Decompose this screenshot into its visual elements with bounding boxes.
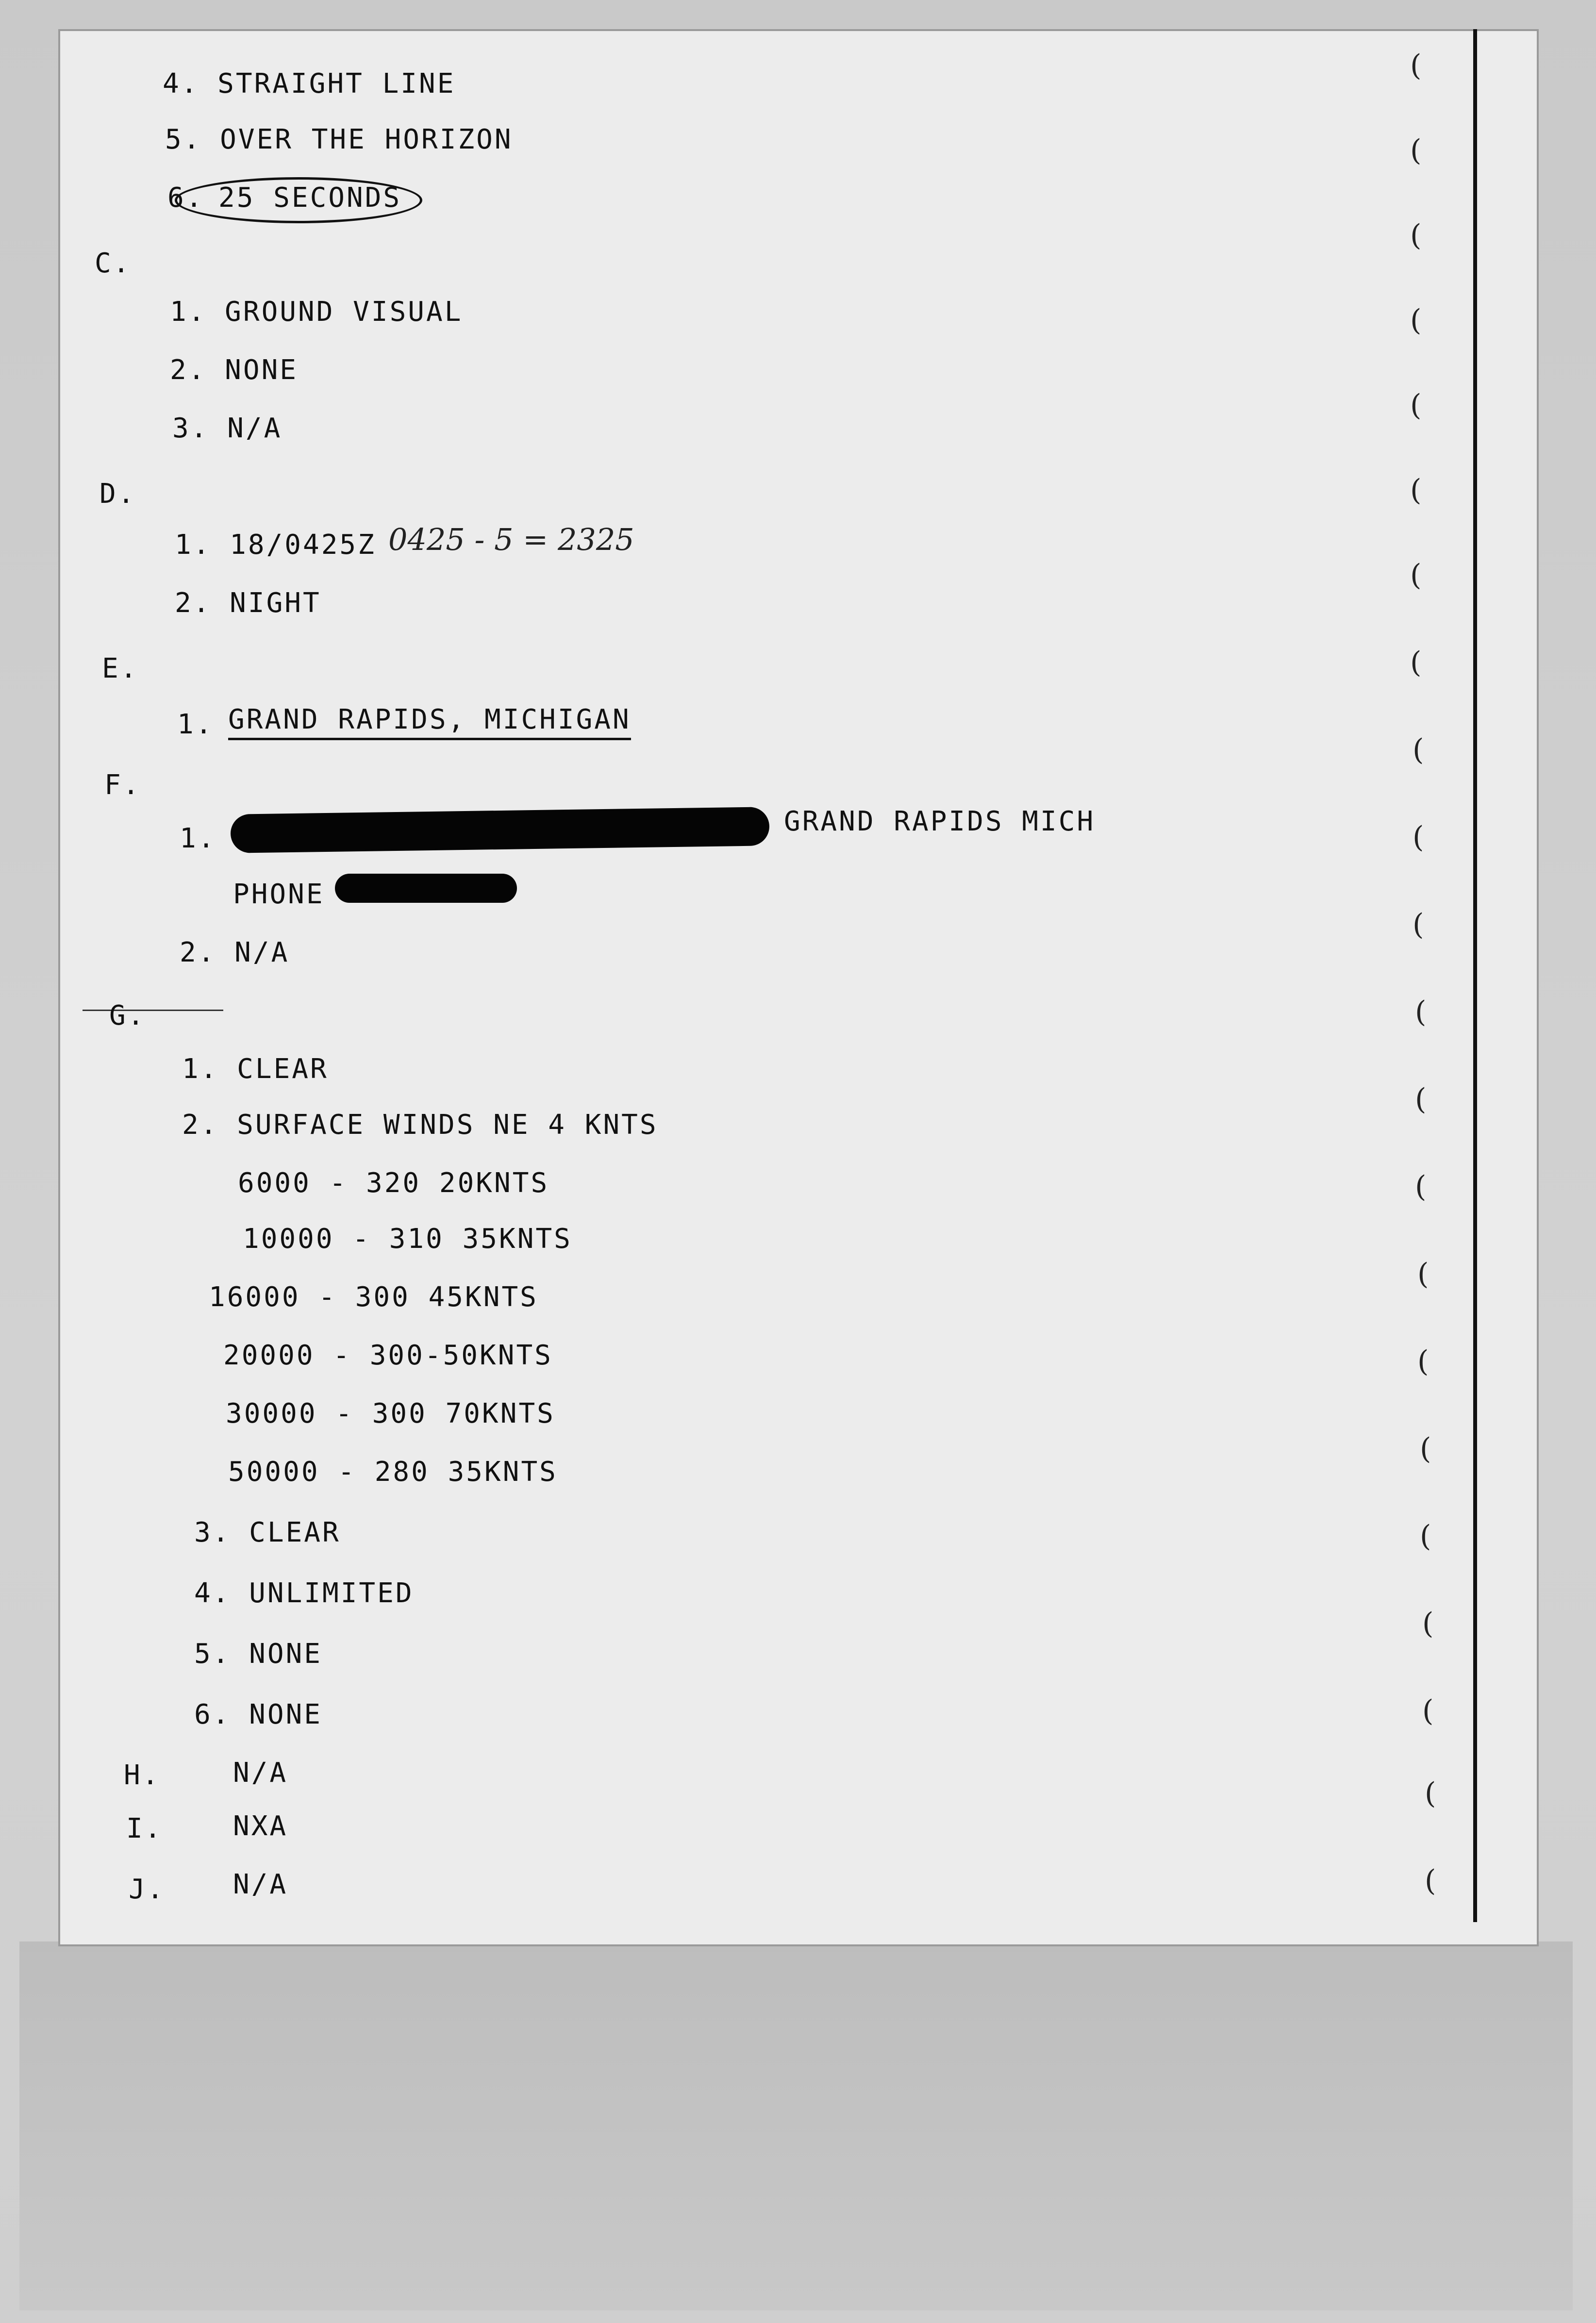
feed-hole-icon: ( [1410, 303, 1422, 337]
item-g4: 4. UNLIMITED [194, 1577, 414, 1609]
redaction-name [230, 807, 769, 853]
feed-hole-icon: ( [1410, 646, 1422, 680]
section-i-heading: I. [126, 1813, 163, 1844]
wind-row-50000: 50000 - 280 35KNTS [228, 1456, 558, 1488]
feed-hole-icon: ( [1425, 1864, 1436, 1898]
feed-hole-icon: ( [1415, 995, 1427, 1029]
lower-background [19, 1941, 1573, 2310]
item-e1-location: GRAND RAPIDS, MICHIGAN [228, 704, 631, 735]
section-j-value: N/A [233, 1869, 288, 1900]
stray-rule [83, 1010, 223, 1011]
item-b5: 5. OVER THE HORIZON [165, 124, 513, 155]
handwritten-circle [175, 177, 422, 223]
feed-hole-icon: ( [1413, 820, 1424, 854]
item-g3: 3. CLEAR [194, 1517, 341, 1548]
feed-hole-icon: ( [1410, 473, 1422, 507]
item-g5: 5. NONE [194, 1638, 323, 1670]
item-b6-text: 25 SECONDS [218, 182, 402, 214]
wind-row-30000: 30000 - 300 70KNTS [226, 1398, 555, 1429]
feed-hole-icon: ( [1410, 218, 1422, 252]
item-g6: 6. NONE [194, 1699, 323, 1730]
item-b6-number: 6. [167, 182, 204, 214]
feed-hole-icon: ( [1413, 733, 1424, 767]
feed-hole-icon: ( [1420, 1432, 1431, 1466]
item-f1-phone-label: PHONE [233, 879, 325, 910]
section-f-heading: F. [104, 769, 141, 801]
item-g1: 1. CLEAR [182, 1053, 329, 1085]
item-c2: 2. NONE [170, 354, 299, 386]
section-d-heading: D. [100, 478, 136, 510]
feed-hole-icon: ( [1410, 133, 1422, 167]
wind-row-10000: 10000 - 310 35KNTS [243, 1223, 572, 1255]
feed-hole-icon: ( [1417, 1257, 1429, 1291]
feed-hole-icon: ( [1425, 1776, 1436, 1810]
feed-hole-icon: ( [1410, 388, 1422, 422]
wind-row-20000: 20000 - 300-50KNTS [223, 1340, 553, 1371]
item-c3: 3. N/A [172, 413, 283, 444]
section-g-heading: G. [109, 1000, 146, 1031]
wind-row-6000: 6000 - 320 20KNTS [238, 1167, 549, 1199]
feed-hole-icon: ( [1420, 1519, 1431, 1553]
item-b4: 4. STRAIGHT LINE [163, 68, 456, 100]
feed-hole-icon: ( [1410, 49, 1422, 83]
item-c1: 1. GROUND VISUAL [170, 296, 463, 328]
feed-hole-icon: ( [1415, 1082, 1427, 1116]
item-f1-number: 1. [180, 823, 216, 854]
feed-hole-icon: ( [1413, 908, 1424, 942]
section-c-heading: C. [95, 248, 132, 279]
feed-hole-icon: ( [1422, 1694, 1434, 1728]
handwritten-underline [228, 738, 631, 740]
handwritten-time-note: 0425 - 5 = 2325 [388, 522, 634, 557]
redaction-phone [335, 874, 517, 903]
item-f2: 2. N/A [180, 937, 290, 968]
section-j-heading: J. [129, 1874, 166, 1905]
section-h-heading: H. [124, 1759, 161, 1791]
item-d1: 1. 18/0425Z [175, 529, 376, 561]
item-e1-number: 1. [177, 709, 214, 740]
section-i-value: NXA [233, 1810, 288, 1842]
item-d2: 2. NIGHT [175, 587, 321, 619]
page-right-edge-rule [1473, 29, 1477, 1922]
section-e-heading: E. [102, 653, 139, 684]
feed-hole-icon: ( [1422, 1607, 1434, 1641]
wind-row-16000: 16000 - 300 45KNTS [209, 1281, 538, 1313]
item-f1-city: GRAND RAPIDS MICH [784, 806, 1096, 837]
item-g2: 2. SURFACE WINDS NE 4 KNTS [182, 1109, 658, 1141]
section-h-value: N/A [233, 1757, 288, 1789]
feed-hole-icon: ( [1415, 1170, 1427, 1204]
feed-hole-icon: ( [1410, 558, 1422, 592]
feed-hole-icon: ( [1417, 1344, 1429, 1378]
